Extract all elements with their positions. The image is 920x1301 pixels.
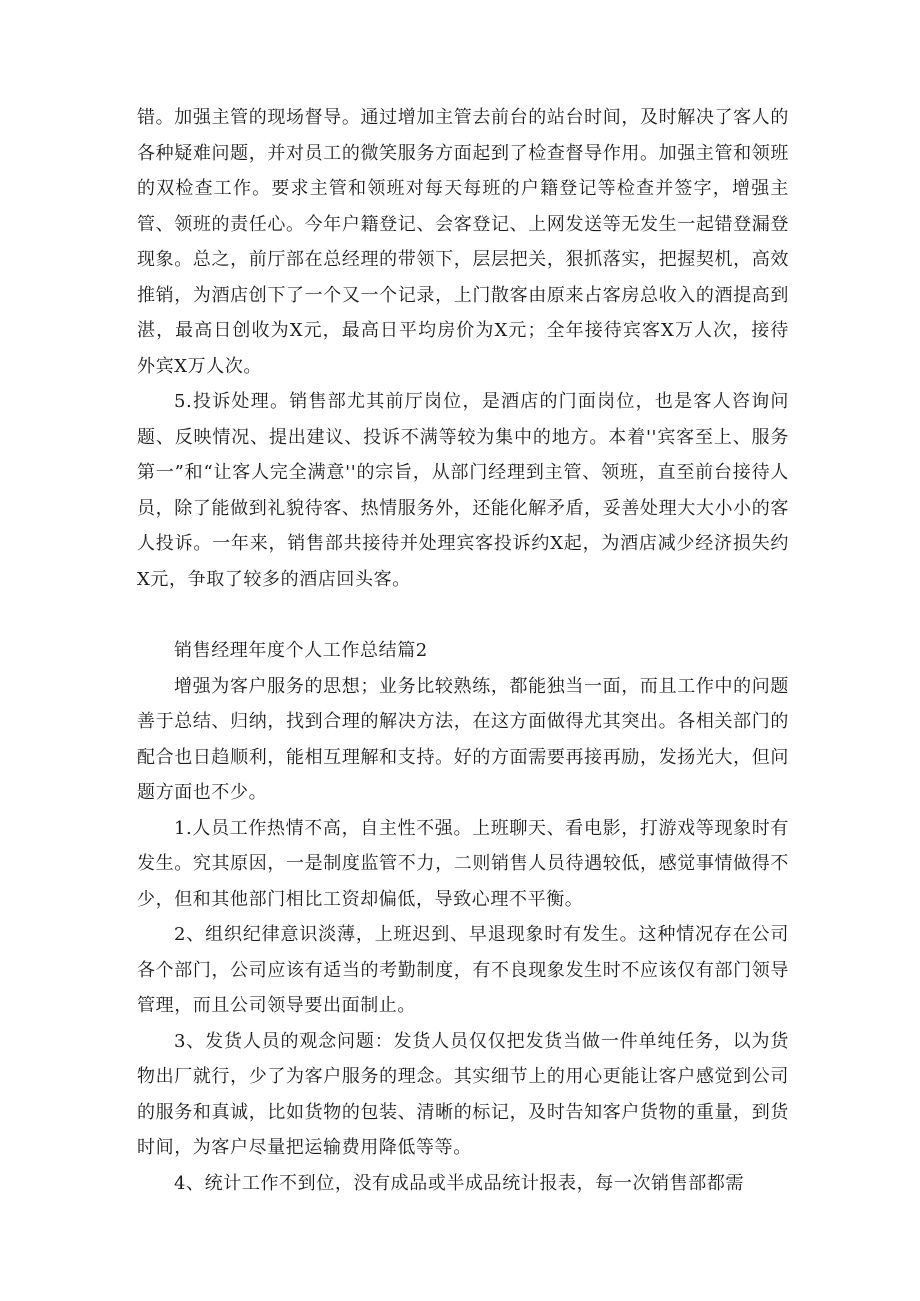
section-heading: 销售经理年度个人工作总结篇2: [174, 640, 428, 661]
paragraph-item-2: 2、组织纪律意识淡薄，上班迟到、早退现象时有发生。这种情况存在公司各个部门，公司应该有适当的考勤制度，有不良现象发生时不应该仅有部门领导管理，而且公司领导要出面制止。: [137, 924, 789, 1016]
paragraph-continuation: 错。加强主管的现场督导。通过增加主管去前台的站台时间，及时解决了客人的各种疑难问题，并对员工的微笑服务方面起到了检查督导作用。加强主管和领班的双检查工作。要求主管和领班对每天每班的户籍登记等检查并签字，增强主管、领班的责任心。今年户籍登记、会客登记、上网发送等无发生一起错登漏登现象。总之，前厅部在总经理的带领下，层层把关，狠抓落实，把握契机，高效推销，为酒店创下了一个又一个记录，上门散客由原来占客房总收入的酒提高到湛，最高日创收为X元，最高日平均房价为X元；全年接待宾客X万人次，接待外宾X万人次。: [137, 107, 789, 377]
section-spacer: [137, 597, 789, 633]
paragraph-intro: 增强为客户服务的思想；业务比较熟练，都能独当一面，而且工作中的问题善于总结、归纳，找到合理的解决方法，在这方面做得尤其突出。各相关部门的配合也日趋顺利，能相互理解和支持。好的方面需要再接再励，发扬光大，但问题方面也不少。: [137, 675, 789, 803]
paragraph-item-1: 1.人员工作热情不高，自主性不强。上班聊天、看电影，打游戏等现象时有发生。究其原因，一是制度监管不力，二则销售人员待遇较低，感觉事情做得不少，但和其他部门相比工资却偏低，导致心理不平衡。: [137, 817, 789, 910]
paragraph-item-4: 4、统计工作不到位，没有成品或半成品统计报表，每一次销售部都需: [174, 1172, 745, 1194]
document-page: [137, 100, 789, 1201]
paragraph-item-3: 3、发货人员的观念问题：发货人员仅仅把发货当做一件单纯任务，以为货物出厂就行，少了为客户服务的理念。其实细节上的用心更能让客户感觉到公司的服务和真诚，比如货物的包装、清晰的标记，及时告知客户货物的重量，到货时间，为客户尽量把运输费用降低等等。: [137, 1030, 789, 1158]
paragraph-complaint-handling: 5.投诉处理。销售部尤其前厅岗位，是酒店的门面岗位，也是客人咨询问题、反映情况、提出建议、投诉不满等较为集中的地方。本着''宾客至上、服务第一”和“让客人完全满意''的宗旨，从部门经理到主管、领班，直至前台接待人员，除了能做到礼貌待客、热情服务外，还能化解矛盾，妥善处理大大小小的客人投诉。一年来，销售部共接待并处理宾客投诉约X起，为酒店减少经济损失约X元，争取了较多的酒店回头客。: [137, 391, 789, 590]
